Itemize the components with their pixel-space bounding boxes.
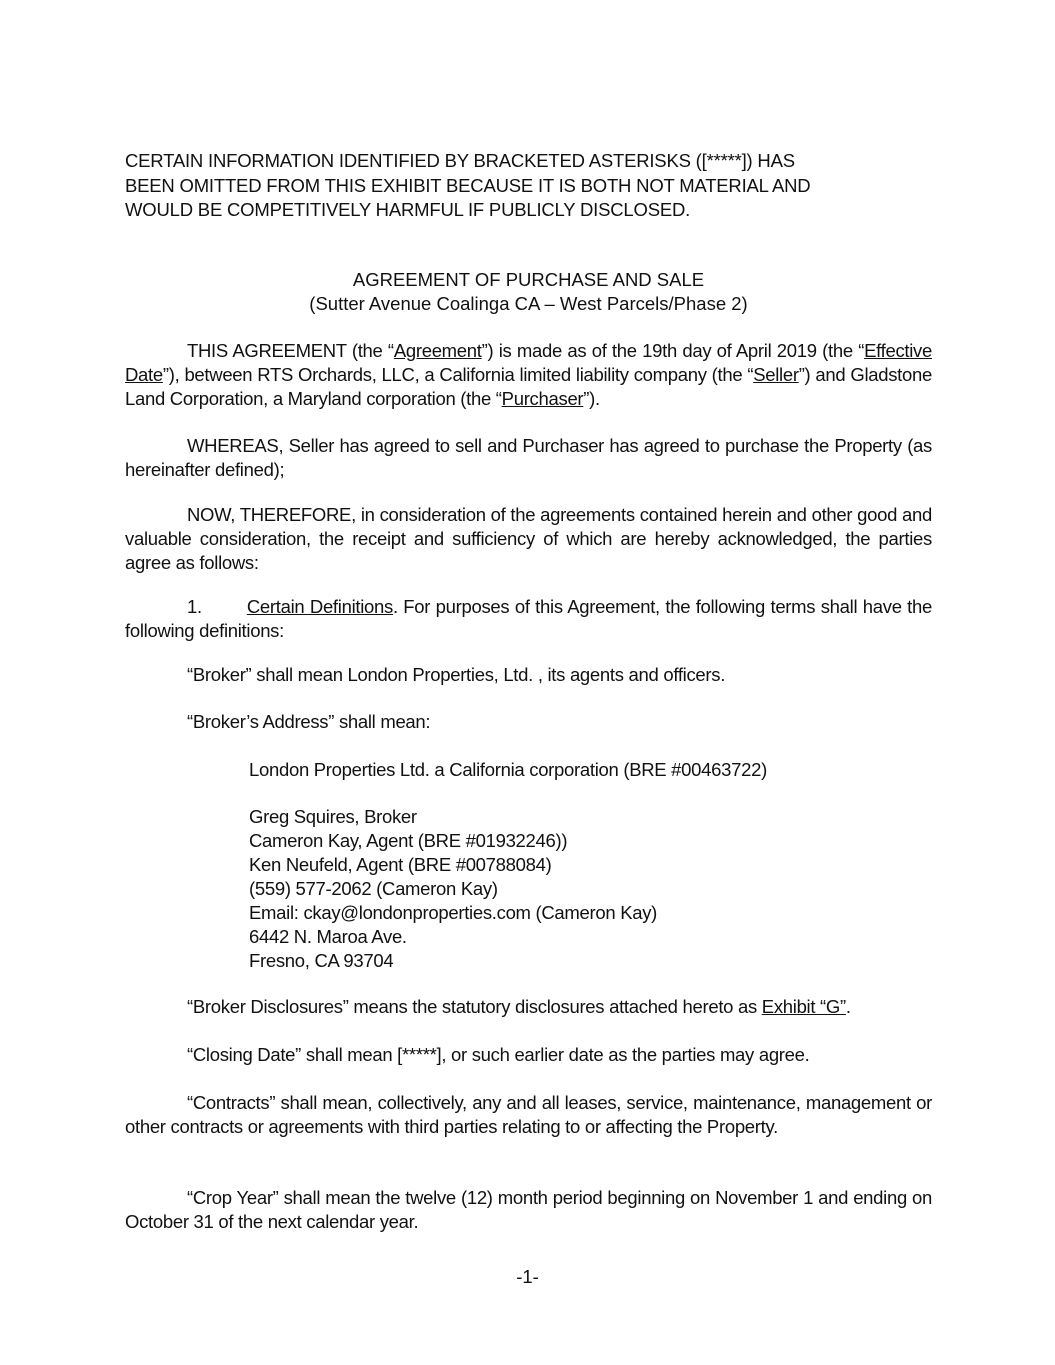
redaction-notice-line: CERTAIN INFORMATION IDENTIFIED BY BRACKETED ASTERISKS ([*****]) HAS [125,150,795,171]
page-number: -1- [516,1266,539,1287]
definition-text: . [845,996,851,1017]
defined-term-effective-date: Effective Date [125,340,932,385]
intro-text: ”) is made as of the 19th day of April 2019 (the “ [481,340,865,361]
broker-address-block [249,805,929,973]
address-line: Ken Neufeld, Agent (BRE #00788084) [249,854,552,875]
intro-text: ”). [583,388,600,409]
definition-broker: “Broker” shall mean London Properties, Ltd. , its agents and officers. [187,664,726,685]
broker-firm-line [249,758,929,782]
address-line: Cameron Kay, Agent (BRE #01932246)) [249,830,568,851]
intro-paragraph [125,339,932,411]
address-line: Fresno, CA 93704 [249,950,394,971]
section-heading: Certain Definitions [246,596,393,617]
defined-term-purchaser: Purchaser [501,388,584,409]
now-therefore-paragraph: NOW, THEREFORE, in consideration of the agreements contained herein and other good and valuable consideration, the receipt and sufficiency of which are hereby acknowledged, the parties agree as follows: [125,504,932,573]
address-line: Email: ckay@londonproperties.com (Cameron Kay) [249,902,658,923]
exhibit-reference: Exhibit “G” [761,996,846,1017]
redaction-notice-line: WOULD BE COMPETITIVELY HARMFUL IF PUBLICLY DISCLOSED. [125,199,691,220]
section-1-paragraph [125,595,932,643]
definition-crop-year: “Crop Year” shall mean the twelve (12) month period beginning on November 1 and ending on October 31 of the next calendar year. [125,1187,932,1232]
definition-brokers-address: “Broker’s Address” shall mean: [187,711,431,732]
document-title [125,268,932,316]
address-line: (559) 577-2062 (Cameron Kay) [249,878,498,899]
defined-term-seller: Seller [753,364,799,385]
definition-contracts: “Contracts” shall mean, collectively, any and all leases, service, maintenance, management or other contracts or agreements with third parties relating to or affecting the Property. [125,1092,932,1137]
section-number: 1. [187,596,202,617]
definition-closing-date: “Closing Date” shall mean [*****], or such earlier date as the parties may agree. [187,1044,810,1065]
section-text: . For purposes of this Agreement, the following terms shall have the following definitions: [125,596,933,641]
address-line: 6442 N. Maroa Ave. [249,926,407,947]
intro-text: THIS AGREEMENT (the “ [187,340,394,361]
redaction-notice [125,149,925,223]
address-line: Greg Squires, Broker [249,806,417,827]
whereas-paragraph: WHEREAS, Seller has agreed to sell and Purchaser has agreed to purchase the Property (as hereinafter defined); [125,435,932,480]
address-line: London Properties Ltd. a California corporation (BRE #00463722) [249,759,767,780]
title-subtitle: (Sutter Avenue Coalinga CA – West Parcels/Phase 2) [309,293,748,314]
definition-broker-disclosures [125,995,932,1019]
definition-text: “Broker Disclosures” means the statutory disclosures attached hereto as [187,996,762,1017]
intro-text: ”), between RTS Orchards, LLC, a California limited liability company (the “ [162,364,754,385]
redaction-notice-line: BEEN OMITTED FROM THIS EXHIBIT BECAUSE IT IS BOTH NOT MATERIAL AND [125,174,811,196]
title-main: AGREEMENT OF PURCHASE AND SALE [352,269,705,290]
defined-term-agreement: Agreement [393,340,482,361]
intro-text: ”) and Gladstone Land Corporation, a Maryland corporation (the “ [125,364,932,409]
